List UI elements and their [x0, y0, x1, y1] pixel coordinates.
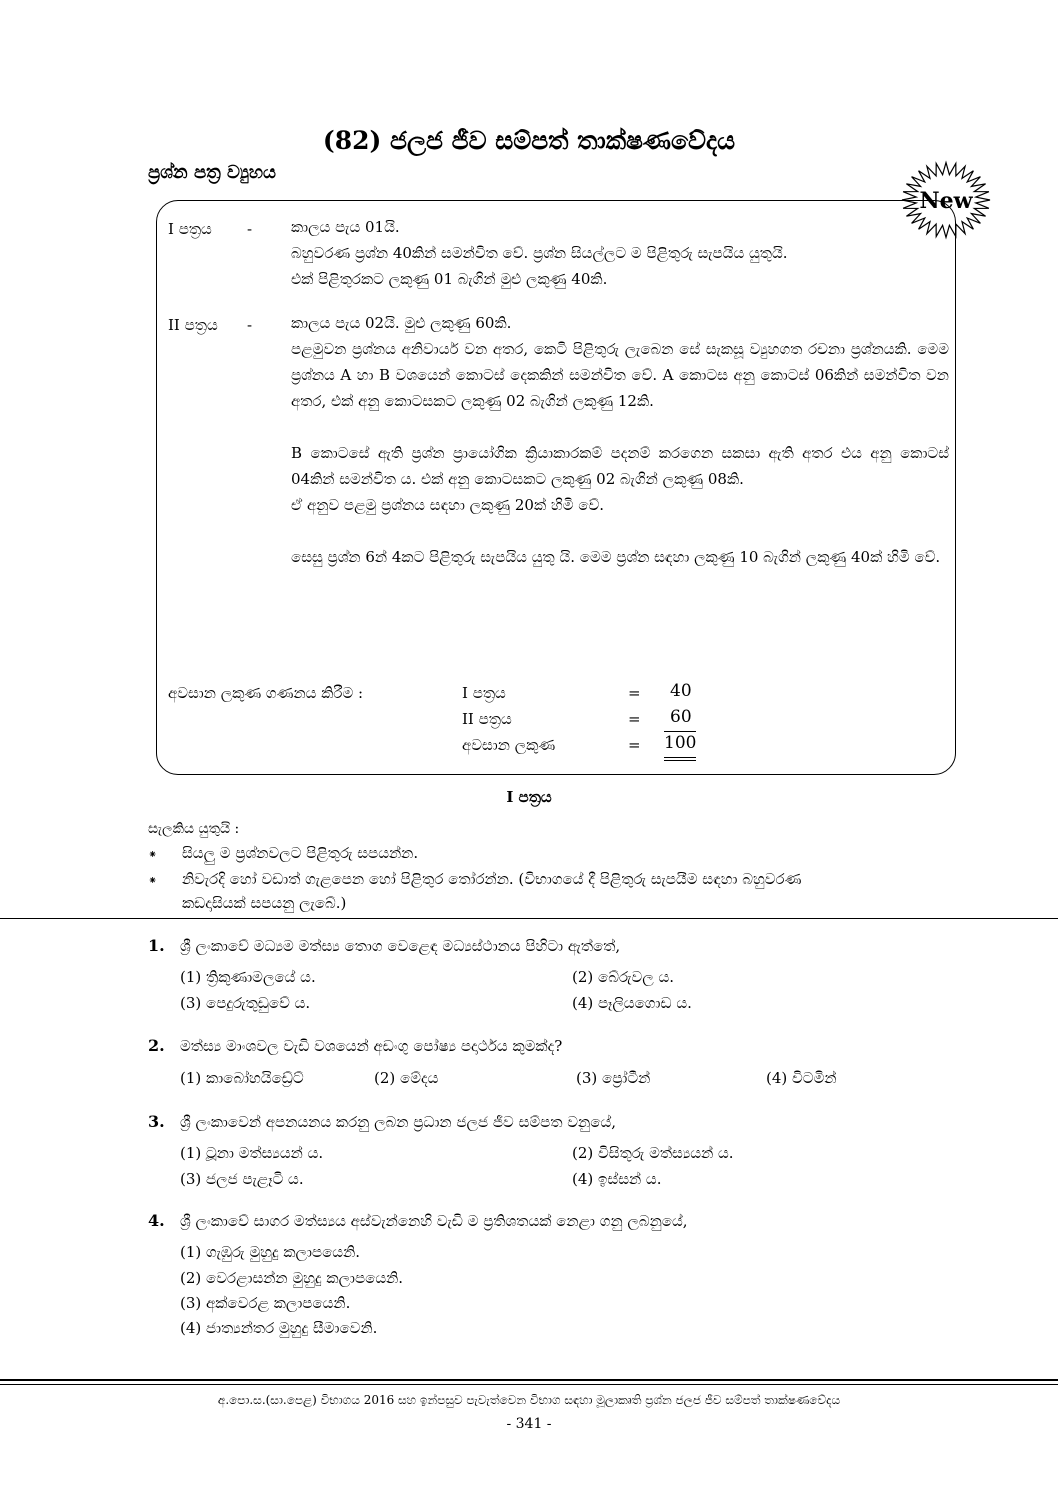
paper2-part-b: B කොටසේ ඇති ප්‍රශ්න ප්‍රායෝගික ක්‍රියාකාරකම් පදනම් කරගෙන සකසා ඇති අතර එය අනු කොටස් 04කින් සමන්විත ය. එක් අනු කොටසකට ලකුණු 02 බැගින් ලකුණු 08කි.	[291, 444, 949, 488]
question-option: (2) විසිතුරු මත්ස්‍යයන් ය.	[572, 1144, 734, 1162]
footer-rule	[0, 1384, 1058, 1385]
final-marks-label: අවසාන ලකුණ ගණනය කිරීම :	[168, 684, 364, 702]
final-row-value: 60	[670, 707, 692, 727]
structure-heading: ප්‍රශ්න පත්‍ර ව්‍යුහය	[148, 162, 277, 183]
final-row-value: 100	[664, 733, 697, 753]
paper1-line: කාලය පැය 01යි.	[291, 218, 400, 236]
paper1-line: බහුවරණ ප්‍රශ්න 40කින් සමන්විත වේ. ප්‍රශ්න සියල්ලට ම පිළිතුරු සැපයිය යුතුයි.	[291, 244, 788, 262]
question-option: (4) ජාත්‍යන්තර මුහුදු සීමාවෙනි.	[180, 1319, 378, 1337]
paper1-label: I පත්‍රය	[168, 220, 212, 238]
paper2-q1-total: ඒ අනුව පළමු ප්‍රශ්නය සඳහා ලකුණු 20ක් හිමි වේ.	[291, 496, 605, 514]
question-option: (4) පෑලියගොඩ ය.	[572, 994, 692, 1012]
question-option: (4) විටමින්	[766, 1069, 837, 1087]
question-option: (1) ත්‍රිකුණාමලයේ ය.	[180, 968, 316, 986]
total-double-rule	[664, 757, 696, 758]
question-number: 4.	[148, 1211, 165, 1230]
bullet-icon: ⁕	[148, 874, 158, 887]
final-row-name: අවසාන ලකුණ	[462, 736, 556, 754]
question-option: (3) ජලජ පැළෑටි ය.	[180, 1170, 304, 1188]
total-double-rule	[664, 760, 696, 761]
paper1-line: එක් පිළිතුරකට ලකුණු 01 බැගින් මුළු ලකුණු 40කි.	[291, 270, 608, 288]
question-option: (3) ප්‍රෝටීන්	[576, 1069, 651, 1087]
question-option: (3) අක්වෙරළ කලාපයෙනි.	[180, 1294, 351, 1312]
badge-label: New	[919, 188, 973, 214]
question-option: (1) කාබෝහයිඩ්‍රේට්	[180, 1069, 304, 1087]
question-option: (1) ගැඹුරු මුහුදු කලාපයෙනි.	[180, 1243, 361, 1261]
question-text: ශ්‍රී ලංකාවෙන් අපනයනය කරනු ලබන ප්‍රධාන ජලජ ජීව සම්පත වනුයේ,	[180, 1113, 617, 1131]
question-option: (1) ටූනා මත්ස්‍යයන් ය.	[180, 1144, 324, 1162]
paper2-dash: -	[247, 316, 253, 334]
footer-text: අ.පො.ස.(සා.පෙළ) විභාගය 2016 සහ ඉන්පසුව පැවැත්වෙන විභාග සඳහා මූලාකෘති ප්‍රශ්න ජලජ ජීව සම්පත් තාක්ෂණවේදය	[217, 1393, 841, 1407]
question-option: (2) වෙරළාසන්න මුහුදු කලාපයෙනි.	[180, 1269, 404, 1287]
note-item: සියලු ම ප්‍රශ්නවලට පිළිතුරු සපයන්න.	[182, 844, 419, 862]
question-number: 2.	[148, 1036, 165, 1055]
paper2-part-a: පළමුවන ප්‍රශ්නය අනිවාර්ය වන අතර, කෙටි පිළිතුරු ලැබෙන සේ සැකසූ ව්‍යුහගත රචනා ප්‍රශ්නයකි. මෙම ප්‍රශ්නය A හා B වශයෙන් කොටස් දෙකකින් සමන්විත වේ. A කොටස අනු කොටස් 06කින් සමන්විත වන අතර, එක් අනු කොටසකට ලකුණු 02 බැගින් ලකුණු 12කි.	[291, 340, 949, 410]
note-item: කඩදාසියක් සපයනු ලැබේ.)	[182, 894, 347, 912]
paper2-remaining: සෙසු ප්‍රශ්න 6න් 4කට පිළිතුරු සැපයිය යුතු යි. මෙම ප්‍රශ්න සඳහා ලකුණු 10 බැගින් ලකුණු 40ක් හිමි වේ.	[291, 548, 941, 566]
paper2-time: කාලය පැය 02යි. මුළු ලකුණු 60කි.	[291, 314, 512, 332]
page-number: - 341 -	[506, 1416, 552, 1432]
final-row-name: II පත්‍රය	[462, 710, 512, 728]
question-number: 1.	[148, 936, 165, 955]
paper2-label: II පත්‍රය	[168, 316, 218, 334]
final-row-eq: =	[628, 684, 641, 702]
question-option: (3) පෙදුරුතුඩුවේ ය.	[180, 994, 311, 1012]
footer-rule	[0, 1379, 1058, 1381]
question-option: (4) ඉස්සන් ය.	[572, 1170, 662, 1188]
question-text: ශ්‍රී ලංකාවේ මධ්‍යම මත්ස්‍ය තොග වෙළෙඳ මධ්‍යස්ථානය පිහිටා ඇත්තේ,	[180, 937, 621, 955]
final-row-name: I පත්‍රය	[462, 684, 506, 702]
note-item: නිවැරදි හෝ වඩාත් ගැළපෙන හෝ පිළිතුර තෝරන්න. (විභාගයේ දී පිළිතුරු සැපයීම සඳහා බහුවරණ	[182, 870, 802, 888]
final-row-value: 40	[670, 681, 692, 701]
final-row-eq: =	[628, 710, 641, 728]
question-option: (2) මේදය	[374, 1069, 439, 1087]
section-heading: I පත්‍රය	[506, 788, 552, 806]
paper2-description	[291, 310, 949, 570]
bullet-icon: ⁕	[148, 848, 158, 861]
notes-heading: සැලකිය යුතුයි :	[148, 821, 240, 837]
sum-rule	[664, 731, 696, 732]
question-option: (2) බේරුවල ය.	[572, 968, 675, 986]
final-row-eq: =	[628, 736, 641, 754]
question-number: 3.	[148, 1112, 165, 1131]
section-divider	[0, 918, 1058, 919]
paper1-dash: -	[247, 220, 253, 238]
page-title: (82) ජලජ ජීව සම්පත් තාක්ෂණවේදය	[322, 126, 736, 155]
question-text: මත්ස්‍ය මාංශවල වැඩි වශයෙන් අඩංගු පෝෂ්‍ය පදාර්ථය කුමක්ද?	[180, 1037, 563, 1055]
question-text: ශ්‍රී ලංකාවේ සාගර මත්ස්‍යය අස්වැන්නෙහි වැඩි ම ප්‍රතිශතයක් නෙළා ගනු ලබනුයේ,	[180, 1212, 688, 1230]
